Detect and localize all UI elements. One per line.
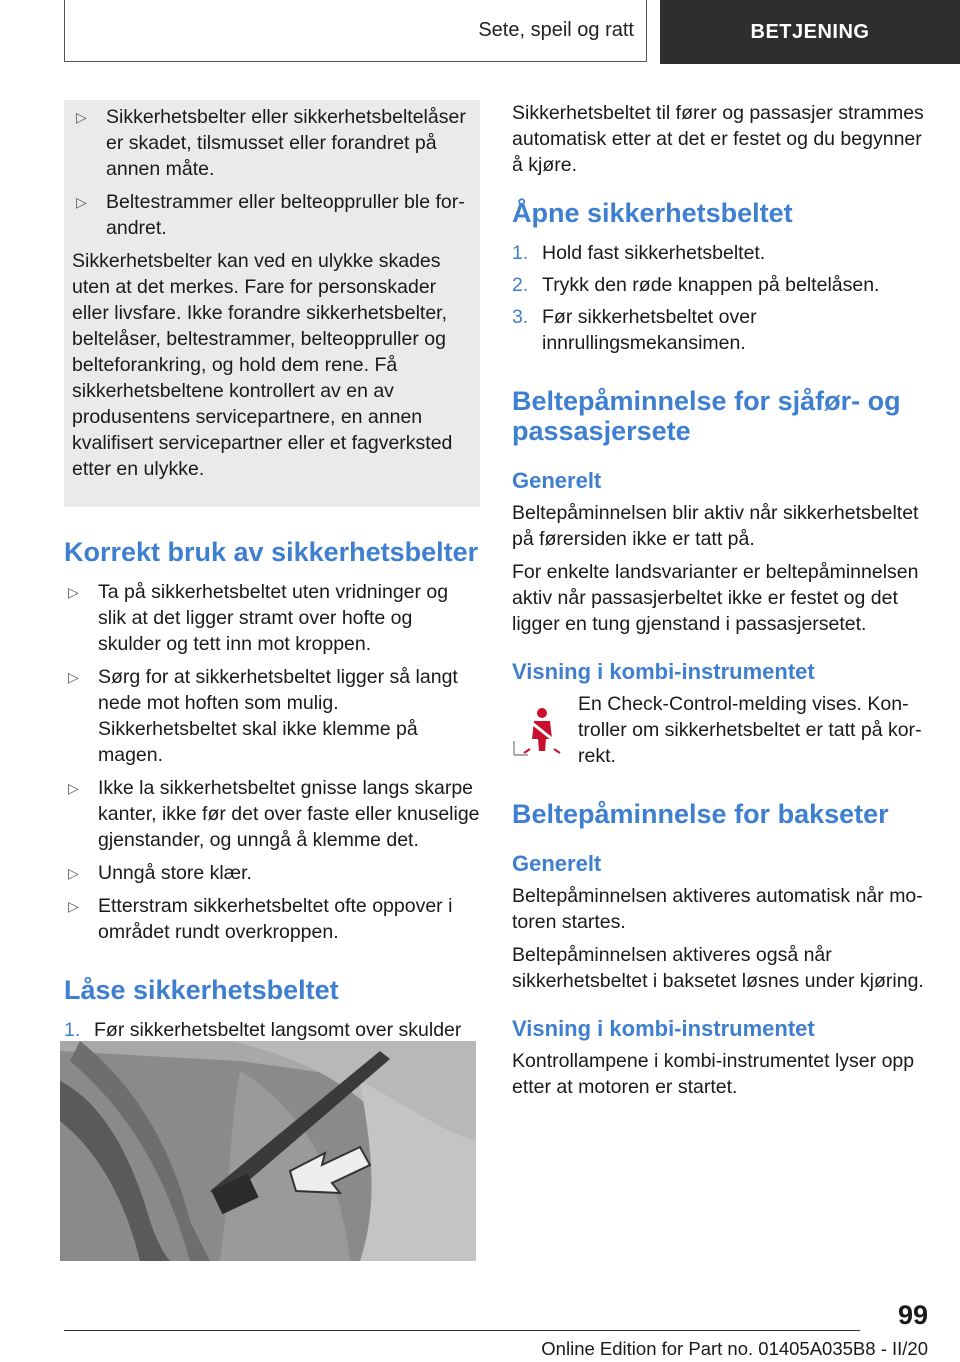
page-number: 99 <box>897 1300 928 1330</box>
heading-open: Åpne sikkerhetsbeltet <box>512 198 793 228</box>
heading-display-2: Visning i kombi-instrumentet <box>512 1016 815 1041</box>
triangle-bullet-icon: ▷ <box>68 780 79 796</box>
chapter-title: BETJENING <box>660 0 960 64</box>
step-item: 1. Før sikkerhetsbeltet langsomt over skulder <box>64 1019 462 1041</box>
list-item: ▷ Sikkerhetsbelter eller sikkerhetsbeltelåser er skadet, tilsmusset eller forandret på annen måte. <box>72 104 468 182</box>
list-item: ▷ Unngå store klær. <box>64 860 480 886</box>
step-item: 3. Før sikkerhetsbeltet over innrullingsmekansimen. <box>512 306 757 354</box>
left-column <box>64 100 480 1133</box>
triangle-bullet-icon: ▷ <box>68 898 79 914</box>
intro-text: Sikkerhetsbeltet til fører og passasjer strammes automatisk etter at det er festet og du begynner å kjøre. <box>512 102 924 176</box>
general-2-p2: Beltepåminnelsen aktiveres også når sikkerhetsbeltet i baksetet løsnes under kjøring. <box>512 944 924 992</box>
heading-general-2: Generelt <box>512 851 602 876</box>
display-1-text: En Check-Control-melding vises. Kontroller om sikkerhetsbeltet er tatt på korrekt. <box>578 693 922 767</box>
heading-general-1: Generelt <box>512 468 602 493</box>
heading-reminder-rear: Beltepåminnelse for bakseter <box>512 799 889 829</box>
seatbelt-warning-icon <box>512 701 568 757</box>
display-1-row <box>512 691 924 769</box>
display-2-text: Kontrollampene i kombi-instrumentet lyser opp etter at motoren er startet. <box>512 1050 915 1098</box>
heading-lock: Låse sikkerhetsbeltet <box>64 975 339 1005</box>
general-1-p1: Beltepåminnelsen blir aktiv når sikkerhetsbeltet på førersiden ikke er tatt på. <box>512 502 919 550</box>
triangle-bullet-icon: ▷ <box>76 109 87 125</box>
list-item: ▷ Ikke la sikkerhetsbeltet gnisse langs skarpe kanter, ikke før det over faste eller knuselige gjenstander, og unngå å klemme det. <box>64 775 480 853</box>
list-item: ▷ Sørg for at sikkerhetsbeltet ligger så langt nede mot hoften som mulig. Sikkerhetsbeltet skal ikke klemme på magen. <box>64 664 480 768</box>
heading-correct-use: Korrekt bruk av sikkerhetsbelter <box>64 537 479 567</box>
triangle-bullet-icon: ▷ <box>76 194 87 210</box>
list-item: ▷ Etterstram sikkerhetsbeltet ofte oppover i området rundt overkroppen. <box>64 893 480 945</box>
triangle-bullet-icon: ▷ <box>68 584 79 600</box>
right-column <box>512 100 924 1107</box>
footer-divider <box>64 1330 860 1331</box>
general-1-p2: For enkelte landsvarianter er beltepåminnelsen aktiv når passasjerbeltet ikke er festet og det ligger en tung gjenstand i passasjersetet. <box>512 561 919 635</box>
page-header <box>64 0 960 64</box>
triangle-bullet-icon: ▷ <box>68 865 79 881</box>
warning-text: Sikkerhetsbelter kan ved en ulykke skades uten at det merkes. Fare for personskader eller livsfare. Ikke forandre sikkerhetsbelter, beltelåser, beltestrammer, belteoppruller og belteforankring, og hold dem rene. Få sikkerhetsbeltene kontrollert av en av produsentens servicepartnere, en annen kvalifisert servicepartner eller et fagverksted etter en ulykke. <box>72 250 453 480</box>
warning-box <box>64 100 480 507</box>
triangle-bullet-icon: ▷ <box>68 669 79 685</box>
heading-display-1: Visning i kombi-instrumentet <box>512 659 815 684</box>
heading-reminder-front: Beltepåminnelse for sjåfør- og passasjersete <box>512 386 901 446</box>
edition-info: Online Edition for Part no. 01405A035B8 - II/20 <box>541 1338 928 1359</box>
general-2-p1: Beltepåminnelsen aktiveres automatisk når motoren startes. <box>512 885 923 933</box>
section-title: Sete, speil og ratt <box>64 0 647 62</box>
list-item: ▷ Beltestrammer eller belteoppruller ble forandret. <box>72 189 468 241</box>
list-item: ▷ Ta på sikkerhetsbeltet uten vridninger og slik at det ligger stramt over hofte og skulder og tett inn mot kroppen. <box>64 579 480 657</box>
step-item: 1. Hold fast sikkerhetsbeltet. <box>512 242 766 264</box>
step-item: 2. Trykk den røde knappen på beltelåsen. <box>512 274 880 296</box>
seatbelt-buckle-photo <box>60 1041 476 1261</box>
